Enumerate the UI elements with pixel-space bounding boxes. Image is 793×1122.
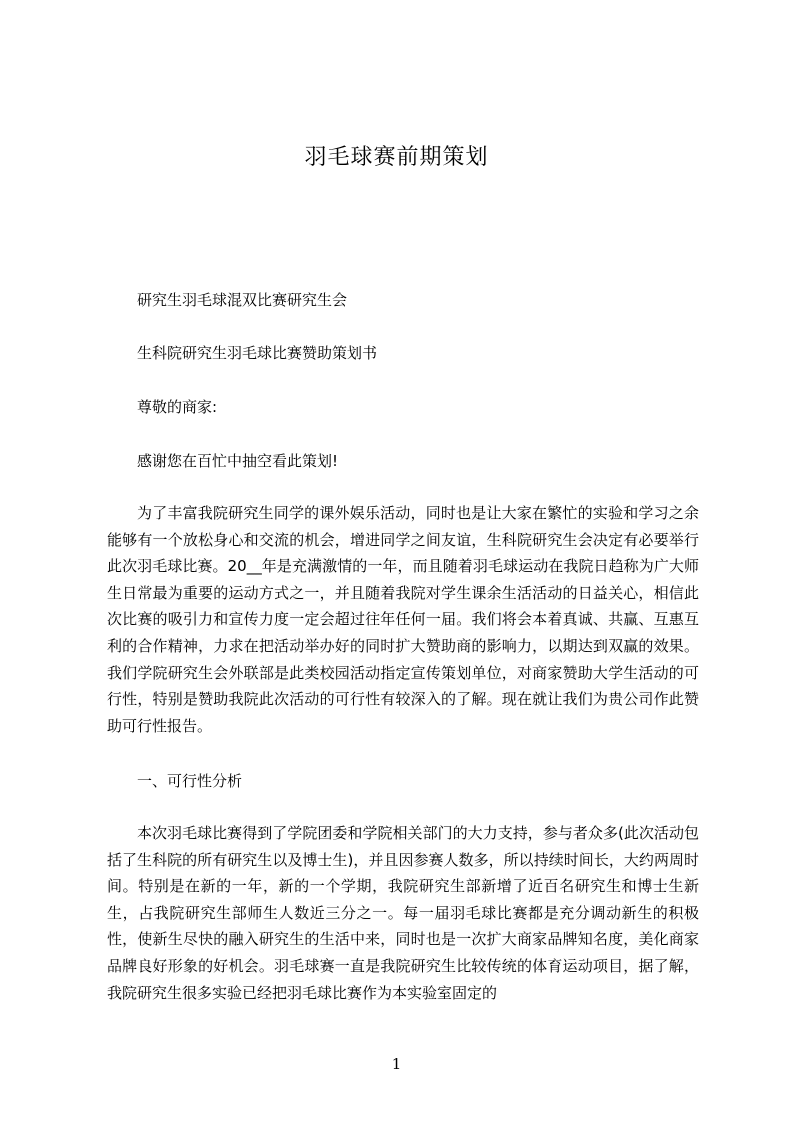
document-title: 羽毛球赛前期策划 bbox=[304, 145, 489, 170]
page-number: 1 bbox=[391, 1055, 402, 1073]
section-heading: 一、可行性分析 bbox=[137, 772, 243, 790]
intro-paragraph: 为了丰富我院研究生同学的课外娱乐活动，同时也是让大家在繁忙的实验和学习之余能够有一个放松身心和交流的机会，增进同学之间友谊，生科院研究生会决定有必要举行此次羽毛球比赛。20__年是充满激情的一年，而且随着羽毛球运动在我院日趋称为广大师生日常最为重要的运动方式之一，并且随着我院对学生课余生活活动的日益关心，相信此次比赛的吸引力和宣传力度一定会超过往年任何一届。我们将会本着真诚、共赢、互惠互利的合作精神，力求在把活动举办好的同时扩大赞助商的影响力，以期达到双赢的效果。我们学院研究生会外联部是此类校园活动指定宣传策划单位，对商家赞助大学生活动的可行性，特别是赞助我院此次活动的可行性有较深入的了解。现在就让我们为贵公司作此赞助可行性报告。 bbox=[107, 504, 699, 735]
subtitle-line: 生科院研究生羽毛球比赛赞助策划书 bbox=[137, 344, 378, 362]
feasibility-paragraph: 本次羽毛球比赛得到了学院团委和学院相关部门的大力支持，参与者众多(此次活动包括了生科院的所有研究生以及博士生)，并且因参赛人数多，所以持续时间长，大约两周时间。特别是在新的一年，新的一个学期，我院研究生部新增了近百名研究生和博士生新生，占我院研究生部师生人数近三分之一。每一届羽毛球比赛都是充分调动新生的积极性，使新生尽快的融入研究生的生活中来，同时也是一次扩大商家品牌知名度，美化商家品牌良好形象的好机会。羽毛球赛一直是我院研究生比较传统的体育运动项目，据了解，我院研究生很多实验已经把羽毛球比赛作为本实验室固定的 bbox=[107, 824, 699, 1002]
organizer-line: 研究生羽毛球混双比赛研究生会 bbox=[137, 291, 348, 309]
salutation-line: 尊敬的商家: bbox=[137, 398, 218, 416]
thanks-line: 感谢您在百忙中抽空看此策划! bbox=[137, 452, 339, 470]
